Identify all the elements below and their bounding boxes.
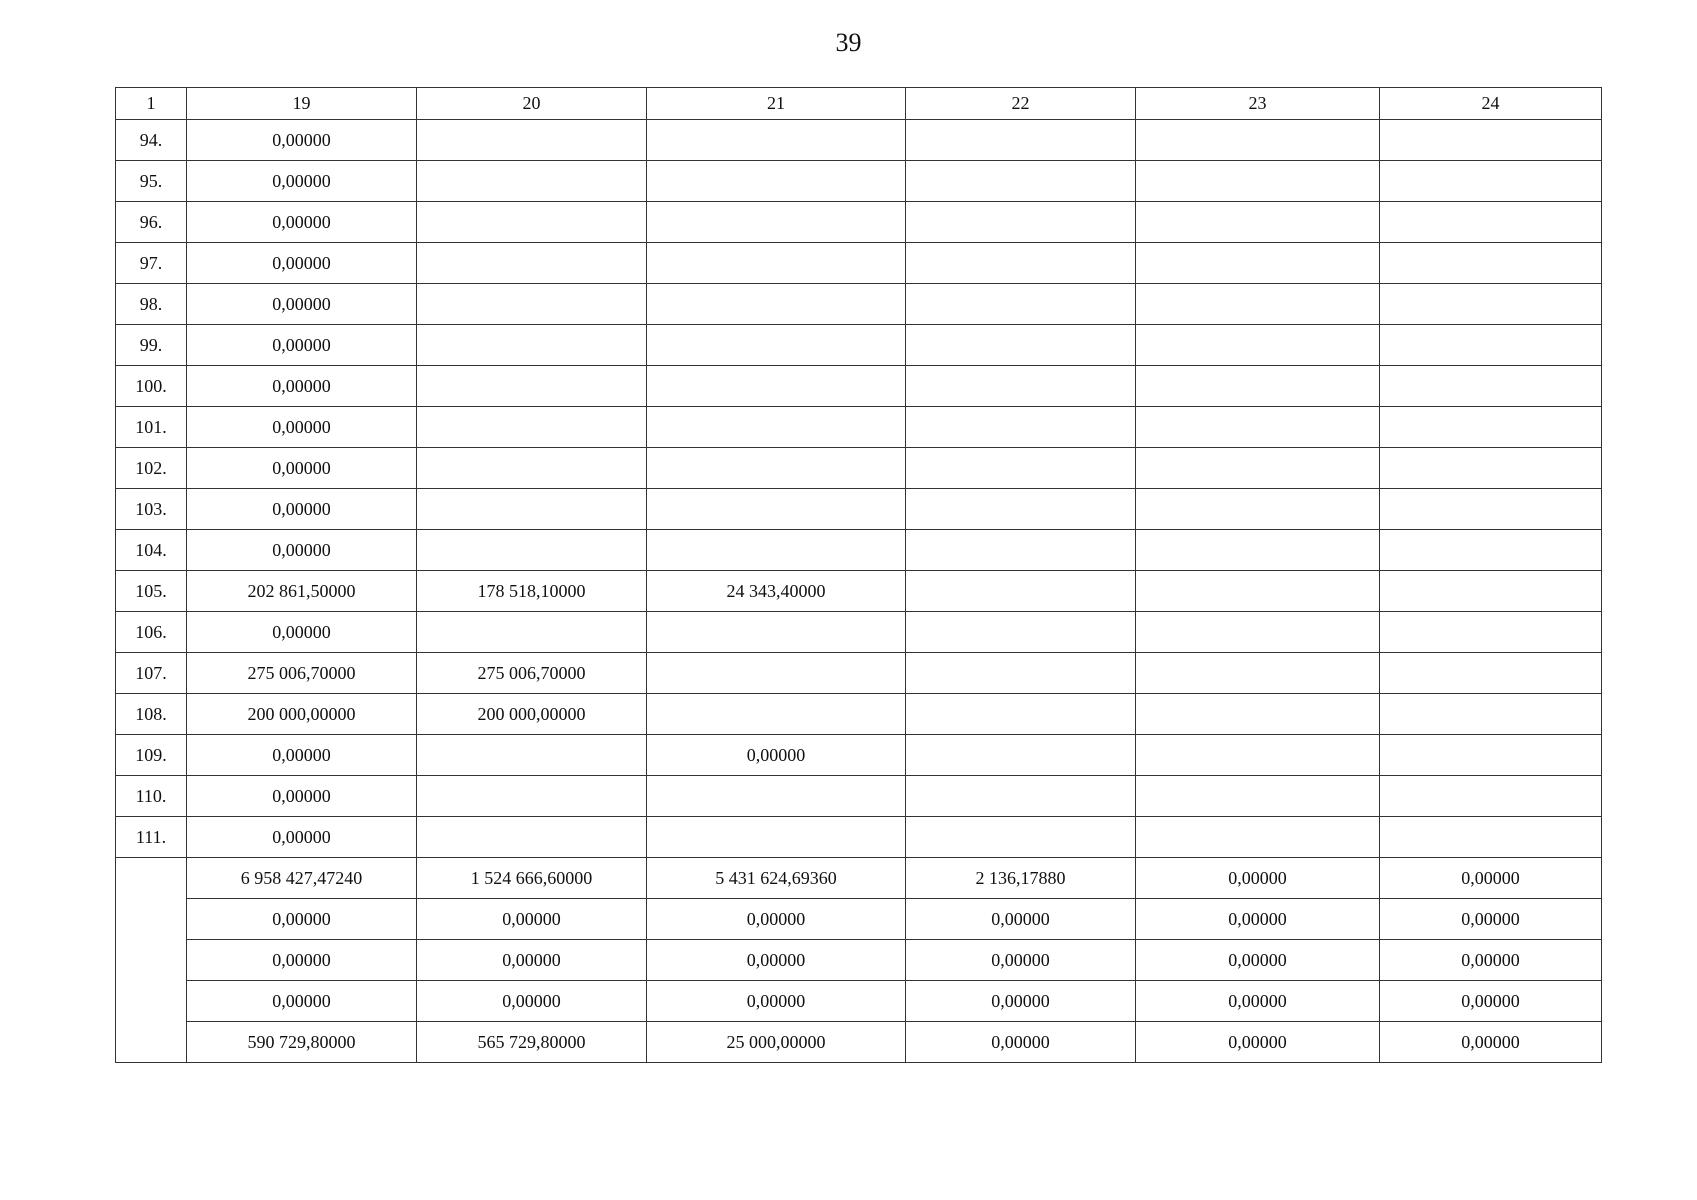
row-number-cell: 105. — [116, 571, 187, 612]
totals-cell: 0,00000 — [1380, 981, 1602, 1022]
row-number-cell: 100. — [116, 366, 187, 407]
totals-row — [116, 981, 1602, 1022]
totals-cell: 0,00000 — [647, 940, 906, 981]
column-header: 24 — [1380, 88, 1602, 120]
table-cell — [647, 530, 906, 571]
totals-cell: 5 431 624,69360 — [647, 858, 906, 899]
row-number-cell: 98. — [116, 284, 187, 325]
table-cell — [1136, 448, 1380, 489]
table-cell: 0,00000 — [647, 735, 906, 776]
table-row — [116, 448, 1602, 489]
table-cell: 0,00000 — [187, 735, 417, 776]
table-cell — [417, 530, 647, 571]
table-cell — [417, 407, 647, 448]
totals-cell: 6 958 427,47240 — [187, 858, 417, 899]
table-cell: 0,00000 — [187, 243, 417, 284]
row-number-cell: 107. — [116, 653, 187, 694]
table-row — [116, 571, 1602, 612]
table-row — [116, 366, 1602, 407]
totals-cell: 0,00000 — [187, 981, 417, 1022]
row-number-cell: 110. — [116, 776, 187, 817]
totals-cell: 0,00000 — [647, 981, 906, 1022]
table-row — [116, 735, 1602, 776]
table-body — [116, 88, 1602, 1063]
table-row — [116, 284, 1602, 325]
table-cell: 0,00000 — [187, 325, 417, 366]
totals-cell: 0,00000 — [1380, 858, 1602, 899]
totals-cell: 0,00000 — [1380, 1022, 1602, 1063]
table-cell — [1136, 612, 1380, 653]
table-cell: 0,00000 — [187, 120, 417, 161]
table-cell: 0,00000 — [187, 612, 417, 653]
table-cell — [1380, 694, 1602, 735]
table-cell: 24 343,40000 — [647, 571, 906, 612]
table-cell — [906, 530, 1136, 571]
table-cell — [647, 202, 906, 243]
table-cell: 0,00000 — [187, 489, 417, 530]
table-cell: 200 000,00000 — [417, 694, 647, 735]
table-cell — [1136, 407, 1380, 448]
table-cell — [1136, 571, 1380, 612]
totals-cell: 0,00000 — [1380, 940, 1602, 981]
table-cell — [1380, 653, 1602, 694]
row-number-cell: 97. — [116, 243, 187, 284]
table-cell: 0,00000 — [187, 817, 417, 858]
table-cell — [906, 653, 1136, 694]
column-header: 22 — [906, 88, 1136, 120]
totals-cell: 0,00000 — [647, 899, 906, 940]
table-row — [116, 694, 1602, 735]
totals-cell: 0,00000 — [187, 899, 417, 940]
row-number-cell: 109. — [116, 735, 187, 776]
totals-cell: 0,00000 — [1136, 981, 1380, 1022]
table-cell — [1380, 776, 1602, 817]
table-cell — [906, 325, 1136, 366]
totals-cell: 0,00000 — [417, 940, 647, 981]
table-cell — [417, 366, 647, 407]
table-cell — [1380, 407, 1602, 448]
table-row — [116, 243, 1602, 284]
table-cell — [1380, 612, 1602, 653]
table-cell — [906, 243, 1136, 284]
totals-cell: 590 729,80000 — [187, 1022, 417, 1063]
totals-cell: 0,00000 — [906, 899, 1136, 940]
table-cell: 200 000,00000 — [187, 694, 417, 735]
totals-cell: 1 524 666,60000 — [417, 858, 647, 899]
table-cell — [1380, 530, 1602, 571]
table-row — [116, 612, 1602, 653]
table-cell — [1136, 735, 1380, 776]
table-cell — [1136, 694, 1380, 735]
table-cell — [647, 694, 906, 735]
table-cell — [1136, 120, 1380, 161]
table-cell — [1380, 161, 1602, 202]
table-cell: 0,00000 — [187, 366, 417, 407]
table-cell — [1136, 366, 1380, 407]
row-number-cell: 103. — [116, 489, 187, 530]
table-cell — [647, 325, 906, 366]
table-cell — [1380, 735, 1602, 776]
table-cell — [1380, 243, 1602, 284]
table-cell: 0,00000 — [187, 161, 417, 202]
table-cell — [647, 612, 906, 653]
table-cell — [647, 284, 906, 325]
table-cell — [1380, 325, 1602, 366]
table-cell — [417, 817, 647, 858]
table-cell — [906, 612, 1136, 653]
table-cell — [417, 325, 647, 366]
totals-cell: 0,00000 — [1136, 858, 1380, 899]
table-cell — [647, 776, 906, 817]
totals-cell: 0,00000 — [906, 981, 1136, 1022]
table-row — [116, 489, 1602, 530]
table-cell — [1380, 202, 1602, 243]
column-header: 23 — [1136, 88, 1380, 120]
table-cell — [1380, 284, 1602, 325]
table-cell — [1380, 489, 1602, 530]
table-cell — [906, 735, 1136, 776]
table-cell — [906, 489, 1136, 530]
table-cell — [906, 817, 1136, 858]
table-cell: 275 006,70000 — [417, 653, 647, 694]
table-row — [116, 407, 1602, 448]
column-header: 21 — [647, 88, 906, 120]
data-table — [115, 87, 1602, 1063]
totals-cell: 0,00000 — [1136, 940, 1380, 981]
table-cell — [1136, 489, 1380, 530]
table-cell — [647, 407, 906, 448]
table-cell — [906, 366, 1136, 407]
table-cell — [647, 448, 906, 489]
totals-cell: 0,00000 — [906, 1022, 1136, 1063]
column-header: 19 — [187, 88, 417, 120]
table-cell — [906, 202, 1136, 243]
row-number-cell: 101. — [116, 407, 187, 448]
table-cell — [417, 735, 647, 776]
table-row — [116, 653, 1602, 694]
totals-cell: 25 000,00000 — [647, 1022, 906, 1063]
table-cell — [417, 612, 647, 653]
column-header: 1 — [116, 88, 187, 120]
row-number-cell: 106. — [116, 612, 187, 653]
column-header: 20 — [417, 88, 647, 120]
table-cell — [417, 120, 647, 161]
totals-cell: 565 729,80000 — [417, 1022, 647, 1063]
table-cell — [647, 366, 906, 407]
table-cell: 0,00000 — [187, 530, 417, 571]
table-cell — [417, 161, 647, 202]
table-cell: 0,00000 — [187, 284, 417, 325]
table-cell — [1136, 653, 1380, 694]
table-cell — [906, 284, 1136, 325]
table-row — [116, 325, 1602, 366]
table-cell: 0,00000 — [187, 407, 417, 448]
table-cell — [647, 120, 906, 161]
totals-row — [116, 899, 1602, 940]
table-row — [116, 776, 1602, 817]
table-cell: 178 518,10000 — [417, 571, 647, 612]
table-cell — [906, 120, 1136, 161]
row-number-cell: 99. — [116, 325, 187, 366]
table-cell — [906, 161, 1136, 202]
table-cell — [647, 489, 906, 530]
table-row — [116, 817, 1602, 858]
table-cell — [1380, 448, 1602, 489]
table-cell — [1380, 817, 1602, 858]
table-cell — [417, 243, 647, 284]
table-cell — [906, 407, 1136, 448]
table-cell: 202 861,50000 — [187, 571, 417, 612]
table-cell — [1136, 284, 1380, 325]
table-cell — [1136, 202, 1380, 243]
table-cell — [417, 489, 647, 530]
page-number: 39 — [835, 28, 862, 57]
table-cell — [647, 161, 906, 202]
table-cell — [417, 776, 647, 817]
table-cell — [1380, 571, 1602, 612]
table-cell: 0,00000 — [187, 448, 417, 489]
totals-row — [116, 940, 1602, 981]
table-row — [116, 120, 1602, 161]
table-cell — [647, 817, 906, 858]
totals-cell: 0,00000 — [187, 940, 417, 981]
row-number-cell: 111. — [116, 817, 187, 858]
table-cell — [1136, 243, 1380, 284]
table-cell — [1136, 776, 1380, 817]
totals-cell: 0,00000 — [417, 981, 647, 1022]
table-cell — [1136, 325, 1380, 366]
table-cell — [417, 284, 647, 325]
table-cell — [1136, 817, 1380, 858]
totals-cell: 0,00000 — [417, 899, 647, 940]
totals-cell: 0,00000 — [1136, 1022, 1380, 1063]
table-cell — [1380, 366, 1602, 407]
table-cell — [1136, 161, 1380, 202]
totals-cell: 0,00000 — [1380, 899, 1602, 940]
table-cell: 275 006,70000 — [187, 653, 417, 694]
row-number-cell: 102. — [116, 448, 187, 489]
table-cell — [647, 653, 906, 694]
totals-row — [116, 858, 1602, 899]
table-cell — [417, 202, 647, 243]
table-cell — [906, 448, 1136, 489]
totals-cell: 0,00000 — [906, 940, 1136, 981]
table-cell: 0,00000 — [187, 776, 417, 817]
table-cell: 0,00000 — [187, 202, 417, 243]
table-cell — [647, 243, 906, 284]
table-cell — [906, 694, 1136, 735]
row-number-cell: 96. — [116, 202, 187, 243]
row-number-cell: 94. — [116, 120, 187, 161]
table-cell — [417, 448, 647, 489]
table-cell — [1136, 530, 1380, 571]
table-cell — [1380, 120, 1602, 161]
table-row — [116, 202, 1602, 243]
totals-row — [116, 1022, 1602, 1063]
totals-label-cell — [116, 858, 187, 1063]
table-cell — [906, 776, 1136, 817]
totals-cell: 0,00000 — [1136, 899, 1380, 940]
row-number-cell: 95. — [116, 161, 187, 202]
table-row — [116, 161, 1602, 202]
table-cell — [906, 571, 1136, 612]
row-number-cell: 104. — [116, 530, 187, 571]
row-number-cell: 108. — [116, 694, 187, 735]
totals-cell: 2 136,17880 — [906, 858, 1136, 899]
table-row — [116, 530, 1602, 571]
table-header-row — [116, 88, 1602, 120]
